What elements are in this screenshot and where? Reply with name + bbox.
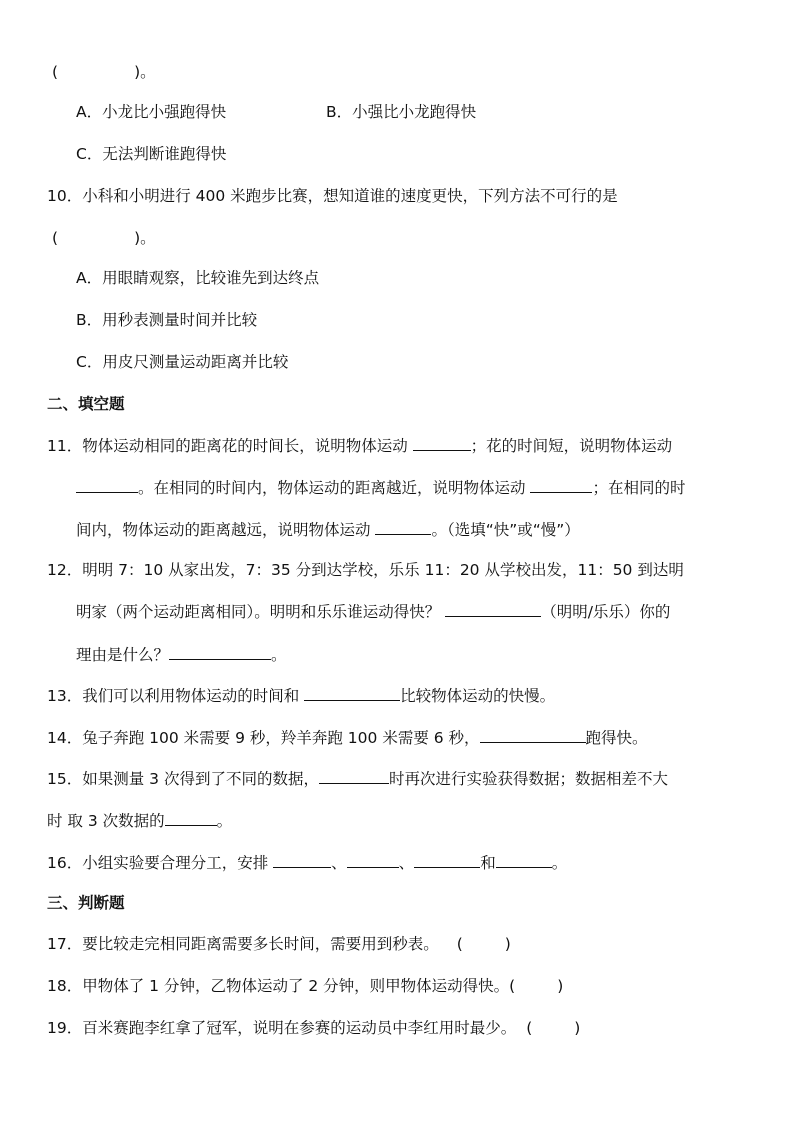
q12-line-3: 理由是什么？ 。 <box>76 643 287 665</box>
q12-blank-2[interactable] <box>169 643 271 660</box>
q12-line-1: 12．明明 7：10 从家出发，7：35 分到达学校，乐乐 11：20 从学校出发，11：50 到达明 <box>47 561 684 579</box>
q11-blank-4[interactable] <box>375 518 431 535</box>
paren-close: ) <box>574 1019 581 1037</box>
q9-option-a: A．小龙比小强跑得快 <box>76 103 227 121</box>
paren-open: ( <box>52 229 59 247</box>
paren-close: )。 <box>134 229 156 247</box>
q15-blank-2[interactable] <box>165 809 217 826</box>
q12-blank-1[interactable] <box>445 600 541 617</box>
paren-open[interactable]: ( <box>509 977 516 995</box>
q15-line-2: 时 取 3 次数据的 。 <box>47 809 232 831</box>
paren-close: ) <box>504 935 511 953</box>
q15-blank-1[interactable] <box>319 767 389 784</box>
q17-line: 17．要比较走完相同距离需要多长时间，需要用到秒表。 ( ) <box>47 935 511 953</box>
paren-open: ( <box>52 63 59 81</box>
q10-option-a: A．用眼睛观察，比较谁先到达终点 <box>76 269 320 287</box>
q10-option-c: C．用皮尺测量运动距离并比较 <box>76 353 289 371</box>
paren-open[interactable]: ( <box>526 1019 533 1037</box>
q16-blank-2[interactable] <box>347 851 399 868</box>
paren-close: )。 <box>134 63 156 81</box>
q15-line-1: 15．如果测量 3 次得到了不同的数据， 时再次进行实验获得数据；数据相差不大 <box>47 767 668 789</box>
q11-line-1: 11．物体运动相同的距离花的时间长，说明物体运动 ；花的时间短，说明物体运动 <box>47 434 672 456</box>
q13-blank[interactable] <box>304 684 400 701</box>
q11-blank-2[interactable] <box>76 476 138 493</box>
q11-blank-3[interactable] <box>530 476 592 493</box>
q16-blank-4[interactable] <box>496 851 552 868</box>
q11-line-2: 。在相同的时间内，物体运动的距离越近，说明物体运动 ；在相同的时 <box>76 476 685 498</box>
q11-blank-1[interactable] <box>413 434 471 451</box>
paren-close: ) <box>557 977 564 995</box>
q10-stem: 10．小科和小明进行 400 米跑步比赛，想知道谁的速度更快，下列方法不可行的是 <box>47 187 618 205</box>
q12-line-2: 明家（两个运动距离相同）。明明和乐乐谁运动得快？ （明明/乐乐）你的 <box>76 600 670 622</box>
q14-line: 14．兔子奔跑 100 米需要 9 秒，羚羊奔跑 100 米需要 6 秒， 跑得快。 <box>47 726 648 748</box>
q9-option-c: C．无法判断谁跑得快 <box>76 145 227 163</box>
q11-line-3: 间内，物体运动的距离越远，说明物体运动 。（选填“快”或“慢”） <box>76 518 580 540</box>
section-heading-true-false: 三、判断题 <box>47 894 125 912</box>
q9-option-b: B．小强比小龙跑得快 <box>326 103 477 121</box>
q16-blank-1[interactable] <box>273 851 331 868</box>
q19-line: 19．百米赛跑李红拿了冠军，说明在参赛的运动员中李红用时最少。 ( ) <box>47 1019 581 1037</box>
q13-line: 13．我们可以利用物体运动的时间和 比较物体运动的快慢。 <box>47 684 555 706</box>
q10-option-b: B．用秒表测量时间并比较 <box>76 311 258 329</box>
q16-blank-3[interactable] <box>414 851 480 868</box>
q16-line: 16．小组实验要合理分工，安排 、 、 和 。 <box>47 851 567 873</box>
paren-open[interactable]: ( <box>456 935 463 953</box>
q14-blank[interactable] <box>480 726 586 743</box>
q18-line: 18．甲物体了 1 分钟，乙物体运动了 2 分钟，则甲物体运动得快。( ) <box>47 977 564 995</box>
q9-answer-paren <box>52 61 156 83</box>
section-heading-fill-blank: 二、填空题 <box>47 395 125 413</box>
q10-answer-paren <box>52 227 156 249</box>
